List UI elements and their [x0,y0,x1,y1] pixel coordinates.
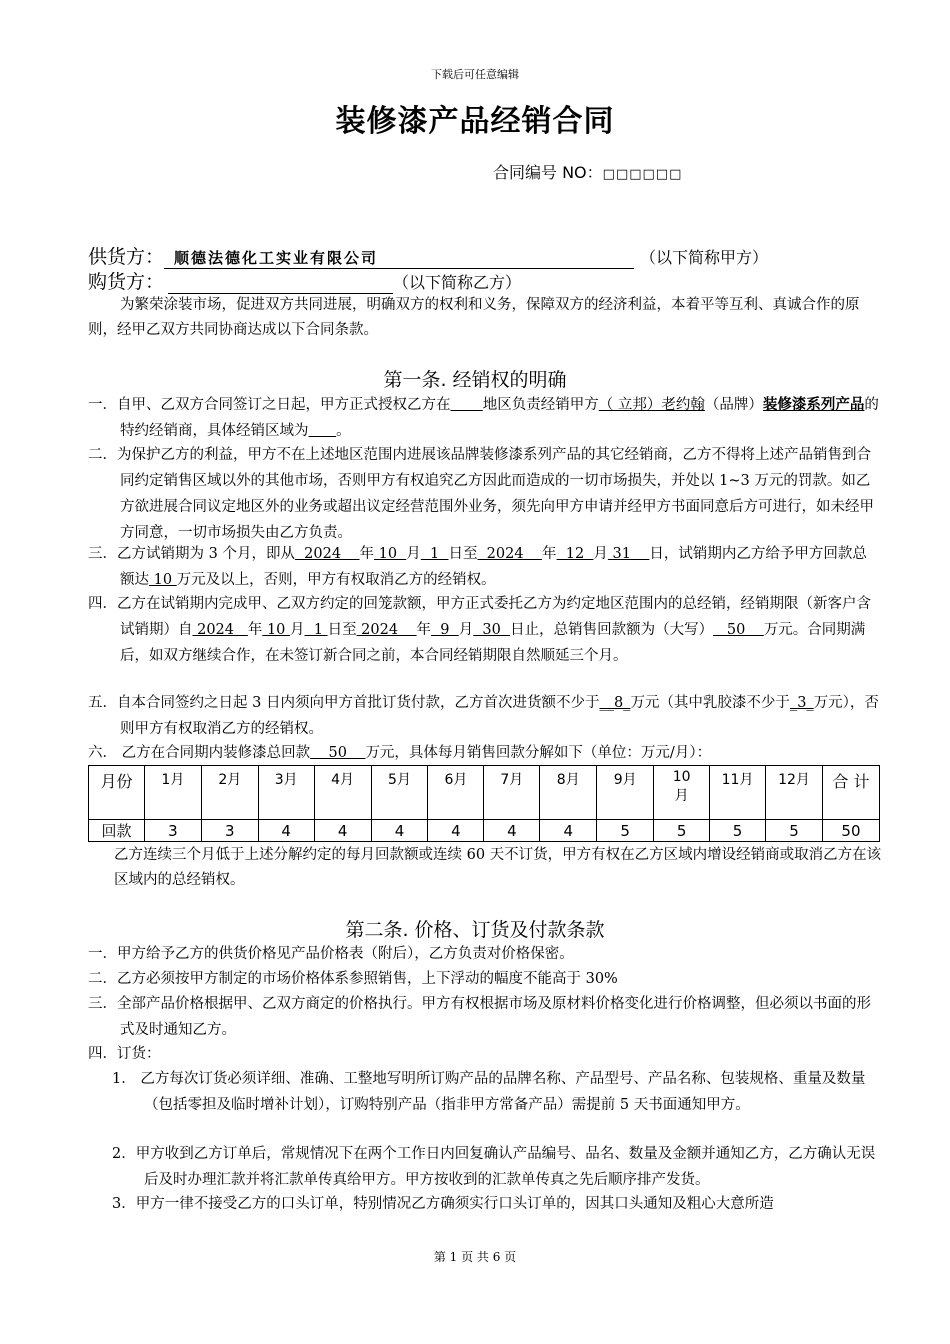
text: 月 [458,622,474,638]
date-field: 2024 [477,546,543,562]
section2-subitem1: 1． 乙方每次订货必须详细、准确、工整地写明所订购产品的品牌名称、产品型号、产品名称、包装规格、重量及数量（包括零担及临时增补计划），订购特别产品（指非甲方常备产品）需提前 5 天书面通知甲方。 [112,1071,866,1113]
payment-cell: 4 [258,820,314,842]
text: 日至 [448,546,478,562]
text: 一．自甲、乙双方合同签订之日起，甲方正式授权乙方在 [88,397,451,413]
payment-cell: 4 [484,820,540,842]
payment-cell: 5 [710,820,766,842]
text: 月 [290,622,305,638]
row-label-month: 月份 [89,766,145,820]
text: 三．乙方试销期为 3 个月，即从 [88,546,295,562]
text: 年 [247,622,263,638]
contract-number [493,160,682,183]
header-note: 下载后可任意编辑 [431,68,519,81]
date-field: 10 [262,622,291,638]
section1-note: 乙方连续三个月低于上述分解约定的每月回款额或连续 60 天不订货，甲方有权在乙方区域内增设经销商或取消乙方在该区域内的总经销权。 [114,847,882,888]
date-field: 31 [607,546,650,562]
text: （品牌） [704,397,763,413]
month-cell: 9月 [597,766,654,820]
section2-item2: 二．乙方必须按甲方制定的市场价格体系参照销售，上下浮动的幅度不能高于 30% [88,971,618,987]
month-cell: 2月 [201,766,258,820]
date-field: 2024 [192,622,248,638]
text: 万元及以上，否则，甲方有权取消乙方的经销权。 [176,572,496,588]
text: 日，试销期内乙方给予甲方回款总额达 [120,546,867,588]
text: 年 [542,546,557,562]
text: 地区负责经销甲方 [482,397,599,413]
date-field: 1 [420,546,449,562]
table-row [89,766,880,820]
amount-field: 50 [310,745,366,761]
text: 的特约经销商，具体经销区域为 [120,397,879,439]
month-cell: 8月 [540,766,597,820]
text: 年 [416,622,432,638]
product-series: 装修漆系列产品 [762,396,865,413]
payment-cell: 5 [654,820,710,842]
payment-schedule-table [88,765,880,842]
month-cell: 6月 [428,766,484,820]
section2-item3: 三．全部产品价格根据甲、乙双方商定的价格执行。甲方有权根据市场及原材料价格变化进行价格调整，但必须以书面的形式及时通知乙方。 [88,996,871,1038]
payment-cell: 3 [201,820,258,842]
section1-item3 [88,541,880,593]
total-value: 50 [822,820,879,842]
month-cell: 7月 [484,766,540,820]
text: 。 [336,423,351,439]
text: 万元，具体每月销售回款分解如下（单位：万元/月）： [365,745,712,761]
payment-cell: 4 [314,820,371,842]
text: 万元（其中乳胶漆不少于 [630,695,790,711]
text: 五．自本合同签约之日起 3 日内须向甲方首批订货付款，乙方首次进货额不少于 [88,695,600,711]
document-title: 装修漆产品经销合同 [335,104,615,139]
section1-item1 [88,392,880,444]
text: 日至 [327,622,357,638]
payment-cell: 3 [144,820,201,842]
supplier-name-line [164,246,634,269]
blank-field [309,423,337,439]
text: 四．乙方在试销期内完成甲、乙双方约定的回笼款额，甲方正式委托乙方为约定地区范围内的总经销，经销期限（新客户含试销期）自 [88,596,871,638]
date-field: 12 [556,546,594,562]
text: 万元。合同期满后，如双方继续合作，在未签订新合同之前，本合同经销期限自然顺延三个月。 [120,622,866,664]
contract-number-value: □□□□□□ [602,167,683,182]
section1-item6 [88,740,880,766]
total-label: 合 计 [822,766,879,820]
section2-item4: 四．订货： [88,1046,161,1062]
payment-cell: 5 [597,820,654,842]
month-cell: 3月 [258,766,314,820]
text: 万元），否则甲方有权取消乙方的经销权。 [120,695,879,737]
date-field: 2024 [356,622,417,638]
date-field: 1 [304,622,328,638]
date-field: 10 [374,546,407,562]
section1-item4 [88,591,880,669]
buyer-label: 购货方： [88,271,165,293]
payment-cell: 5 [766,820,823,842]
amount-field: 10 [149,572,177,588]
section2-subitem2: 2．甲方收到乙方订单后，常规情况下在两个工作日内回复确认产品编号、品名、数量及金额并通知乙方，乙方确认无误后及时办理汇款并将汇款单传真给甲方。甲方按收到的汇款单传真之先后顺序排产发货。 [112,1146,876,1188]
supplier-line [88,242,768,269]
blank-field [451,397,483,413]
section2-subitem3: 3．甲方一律不接受乙方的口头订单，特别情况乙方确须实行口头订单的，因其口头通知及粗心大意所造 [112,1196,774,1212]
date-field: 30 [473,622,511,638]
text: 月 [406,546,421,562]
text: 年 [359,546,375,562]
section1-item2: 二．为保护乙方的利益，甲方不在上述地区范围内进展该品牌装修漆系列产品的其它经销商，乙方不得将上述产品销售到合同约定销售区域以外的其他市场，否则甲方有权追究乙方因此而造成的一切市场损失，并处以 1~3 万元的罚款。如乙方欲进展合同议定地区外的业务或超出议定经营范围外业务，须先向甲方申请并经甲方书面同意后方可进行，如未经甲方同意，一切市场损失由乙方负责。 [88,447,874,541]
supplier-name: 顺德法德化工实业有限公司 [174,249,379,267]
preamble: 为繁荣涂装市场，促进双方共同进展，明确双方的权利和义务，保障双方的经济利益，本着平等互利、真诚合作的原则，经甲乙双方共同协商达成以下合同条款。 [88,297,860,338]
section2-title: 第二条. 价格、订货及付款条款 [345,919,605,941]
section2-item1: 一．甲方给予乙方的供货价格见产品价格表（附后），乙方负责对价格保密。 [88,946,574,962]
contract-number-label: 合同编号 NO： [493,163,603,182]
month-cell: 1月 [144,766,201,820]
supplier-suffix: （以下简称甲方） [640,248,769,267]
text: 日止，总销售回款额为（大写） [510,622,714,638]
payment-cell: 4 [371,820,428,842]
amount-field: 50 [713,622,764,638]
date-field: 2024 [294,546,360,562]
buyer-suffix: （以下简称乙方） [393,273,522,292]
text: 六． 乙方在合同期内装修漆总回款 [88,745,311,761]
page-footer: 第 1 页 共 6 页 [433,1250,517,1264]
month-cell: 10月 [654,766,710,820]
payment-cell: 4 [428,820,484,842]
month-cell: 4月 [314,766,371,820]
text: 月 [593,546,608,562]
month-cell: 5月 [371,766,428,820]
month-cell: 12月 [766,766,823,820]
row-label-payment: 回款 [89,820,145,842]
brand-name: （ 立邦）老约翰 [598,397,705,413]
section1-title: 第一条. 经销权的明确 [383,369,567,391]
buyer-name-line [168,271,393,294]
section1-item5 [88,690,880,742]
date-field: 9 [431,622,459,638]
amount-field: __8_ [599,695,631,711]
supplier-label: 供货方： [88,246,165,268]
buyer-line [88,267,521,294]
payment-cell: 4 [540,820,597,842]
table-row [89,820,880,842]
amount-field: _3_ [789,695,814,711]
month-cell: 11月 [710,766,766,820]
